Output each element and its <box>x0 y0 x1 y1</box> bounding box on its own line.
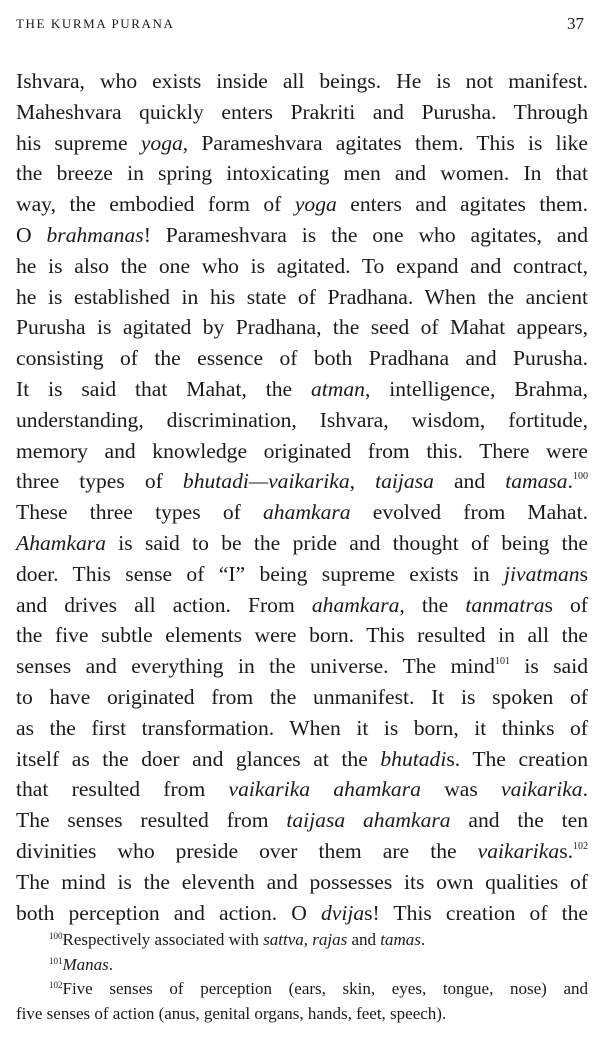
text-run: evolved from Mahat. <box>350 500 588 525</box>
text-run: he is also the one who is agitated. To expand and contract, <box>16 253 588 278</box>
text-line <box>16 282 588 313</box>
text-run: both perception and action. O <box>16 900 321 925</box>
text-line <box>16 713 588 744</box>
italic-term: bhutadi <box>380 746 447 771</box>
text-line <box>16 651 588 682</box>
text-run: Maheshvara quickly enters Prakriti and Purusha. Through <box>16 99 588 124</box>
text-run: the five subtle elements were born. This resulted in all the <box>16 623 588 648</box>
text-run: he is established in his state of Pradhana. When the ancient <box>16 284 588 309</box>
text-run: . <box>567 469 574 494</box>
text-run: . <box>108 954 114 974</box>
text-run: is said to be the pride and thought of being the <box>105 530 588 555</box>
text-line <box>16 620 588 651</box>
italic-term: sattva <box>263 930 304 949</box>
italic-term: Ahamkara <box>16 530 106 555</box>
text-run: and <box>347 930 381 949</box>
text-line <box>16 836 588 867</box>
text-run: ! Parameshvara is the one who agitates, and <box>143 222 588 247</box>
footnote-ref: 102 <box>573 840 588 852</box>
text-line <box>16 559 588 590</box>
page-number: 37 <box>567 14 584 33</box>
text-run: , intelligence, Brahma, <box>364 376 589 401</box>
text-run: The mind is the eleventh and possesses its own qualities of <box>16 869 588 894</box>
text-line <box>16 405 588 436</box>
italic-term: rajas <box>312 930 348 949</box>
footnote-ref: 101 <box>494 656 510 668</box>
footnotes <box>16 928 588 1026</box>
italic-term: dvija <box>320 900 365 925</box>
text-line <box>16 97 588 128</box>
footnote-ref: 100 <box>573 471 589 483</box>
text-run: The senses resulted from <box>16 808 287 833</box>
text-line <box>16 528 588 559</box>
text-run: , <box>349 469 376 494</box>
italic-term: atman <box>310 376 365 401</box>
text-run: doer. This sense of “I” being supreme exists in <box>16 561 505 586</box>
text-line <box>16 128 588 159</box>
text-line <box>16 189 588 220</box>
italic-term: tamas <box>380 930 421 949</box>
text-run: way, the embodied form of <box>16 192 295 217</box>
italic-term: taijasa ahamkara <box>286 808 451 833</box>
text-line <box>16 312 588 343</box>
text-run: s! This creation of the <box>364 900 589 925</box>
text-run: senses and everything in the universe. The mind <box>16 654 495 679</box>
text-line <box>16 867 588 898</box>
text-line <box>16 744 588 775</box>
text-line <box>16 805 588 836</box>
footnote-line <box>16 977 588 1002</box>
book-title: THE KURMA PURANA <box>16 16 175 31</box>
text-run: Ishvara, who exists inside all beings. He is not manifest. <box>16 69 588 93</box>
text-line <box>16 682 588 713</box>
text-line <box>16 158 588 189</box>
text-run: to have originated from the unmanifest. It is spoken of <box>16 684 588 709</box>
footnote-line <box>16 953 588 978</box>
text-run: the breeze in spring intoxicating men and women. In that <box>16 161 588 186</box>
text-run: enters and agitates them. <box>336 192 588 217</box>
text-line <box>16 343 588 374</box>
text-run: s of <box>544 592 588 617</box>
footnote-ref: 101 <box>49 955 63 966</box>
text-run: It is said that Mahat, the <box>16 376 311 401</box>
body-text <box>16 66 588 928</box>
text-run: . <box>420 930 426 949</box>
text-run: itself as the doer and glances at the <box>16 746 381 771</box>
text-run: Respectively associated with <box>62 930 264 949</box>
text-run: These three types of <box>16 500 263 525</box>
text-run: , Parameshvara agitates them. This is like <box>182 130 588 155</box>
italic-term: ahamkara <box>263 500 351 525</box>
text-run: his supreme <box>16 130 141 155</box>
text-line <box>16 466 588 497</box>
italic-term: ahamkara <box>311 592 400 617</box>
text-run: as the first transformation. When it is born, it thinks of <box>16 715 588 740</box>
text-run: is said <box>509 654 589 679</box>
text-line <box>16 590 588 621</box>
text-line <box>16 220 588 251</box>
text-line <box>16 374 588 405</box>
text-run: and the ten <box>450 808 588 833</box>
text-run: O <box>16 222 47 247</box>
italic-term: vaikarika <box>501 777 583 802</box>
text-line <box>16 66 588 97</box>
text-run: and <box>433 469 506 494</box>
text-line <box>16 251 588 282</box>
text-run: . <box>582 777 588 802</box>
text-run: was <box>420 777 502 802</box>
italic-term: bhutadi—vaikarika <box>182 469 350 494</box>
text-run: memory and knowledge originated from this. There were <box>16 438 588 463</box>
footnote-ref: 100 <box>49 931 63 941</box>
text-run: understanding, discrimination, Ishvara, wisdom, fortitude, <box>16 407 588 432</box>
text-line <box>16 436 588 467</box>
text-run: three types of <box>16 469 183 494</box>
text-run: s <box>579 561 588 586</box>
italic-term: tanmatra <box>465 592 545 617</box>
text-run: Purusha is agitated by Pradhana, the seed of Mahat appears, <box>16 315 588 340</box>
italic-term: yoga <box>294 192 337 217</box>
text-line <box>16 497 588 528</box>
text-run: s. The creation <box>446 746 588 771</box>
text-run: s. <box>559 838 573 863</box>
text-line <box>16 774 588 805</box>
text-run: Five senses of perception (ears, skin, eyes, tongue, nose) and <box>62 979 588 998</box>
text-line <box>16 898 588 929</box>
italic-term: brahmanas <box>46 222 144 247</box>
footnote-line <box>16 1002 588 1027</box>
italic-term: yoga <box>140 130 183 155</box>
footnote-ref: 102 <box>49 980 63 990</box>
text-run: , <box>303 930 313 949</box>
text-run: divinities who preside over them are the <box>16 838 478 863</box>
italic-term: jivatman <box>504 561 580 586</box>
text-run: five senses of action (anus, genital organs, hands, feet, speech). <box>16 1003 447 1023</box>
running-head <box>16 14 584 36</box>
italic-term: tamasa <box>505 469 568 494</box>
text-run: consisting of the essence of both Pradhana and Purusha. <box>16 346 588 371</box>
italic-term: Manas <box>62 954 109 974</box>
text-run: that resulted from <box>16 777 229 802</box>
italic-term: vaikarika <box>477 838 560 863</box>
italic-term: taijasa <box>375 469 434 494</box>
footnote-line <box>16 928 588 953</box>
text-run: and drives all action. From <box>16 592 312 617</box>
text-run: , the <box>399 592 466 617</box>
italic-term: vaikarika ahamkara <box>228 777 421 802</box>
